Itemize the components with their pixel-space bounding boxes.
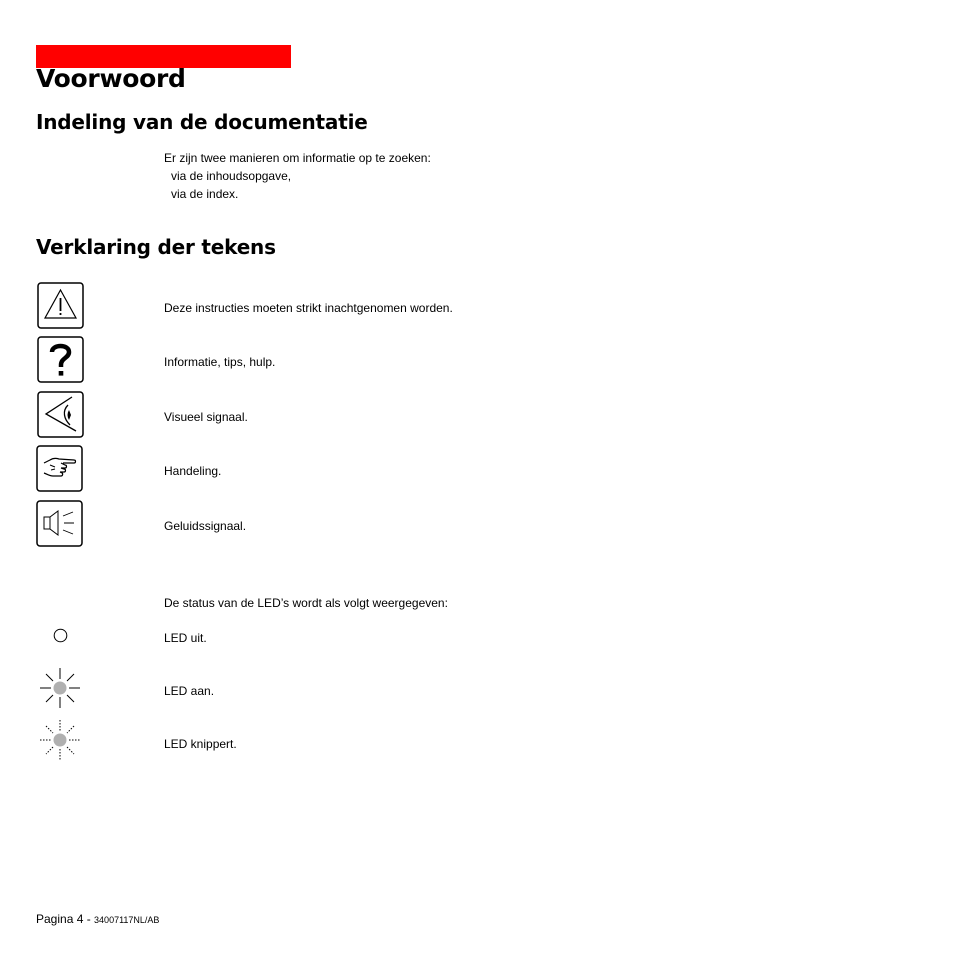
symbol-description: Geluidssignaal. (164, 519, 247, 533)
list-item: via de index. (171, 187, 239, 201)
symbol-description: Visueel signaal. (164, 410, 248, 424)
section-heading-symbols: Verklaring der tekens (36, 235, 276, 259)
symbol-description: Handeling. (164, 464, 222, 478)
led-intro: De status van de LED’s wordt als volgt weergegeven: (164, 596, 448, 610)
section-heading-documentation: Indeling van de documentatie (36, 110, 368, 134)
list-item: via de inhoudsopgave, (171, 169, 292, 183)
page-footer (36, 912, 159, 926)
led-on-icon (39, 667, 81, 714)
led-off-icon (53, 628, 68, 648)
page-number: Pagina 4 - (36, 912, 95, 926)
led-blinking-icon (39, 719, 81, 766)
symbol-description: Informatie, tips, hulp. (164, 355, 276, 369)
warning-icon (37, 282, 84, 329)
question-icon (37, 336, 84, 383)
documentation-intro: Er zijn twee manieren om informatie op te zoeken: (164, 151, 431, 165)
pointing-hand-icon (36, 445, 83, 492)
document-code: 34007117NL/AB (94, 915, 160, 925)
speaker-icon (36, 500, 83, 547)
symbol-description: Deze instructies moeten strikt inachtgenomen worden. (164, 301, 453, 315)
page-title: Voorwoord (36, 64, 186, 93)
led-description: LED uit. (164, 631, 207, 645)
led-description: LED aan. (164, 684, 215, 698)
led-description: LED knippert. (164, 737, 237, 751)
eye-icon (37, 391, 84, 438)
